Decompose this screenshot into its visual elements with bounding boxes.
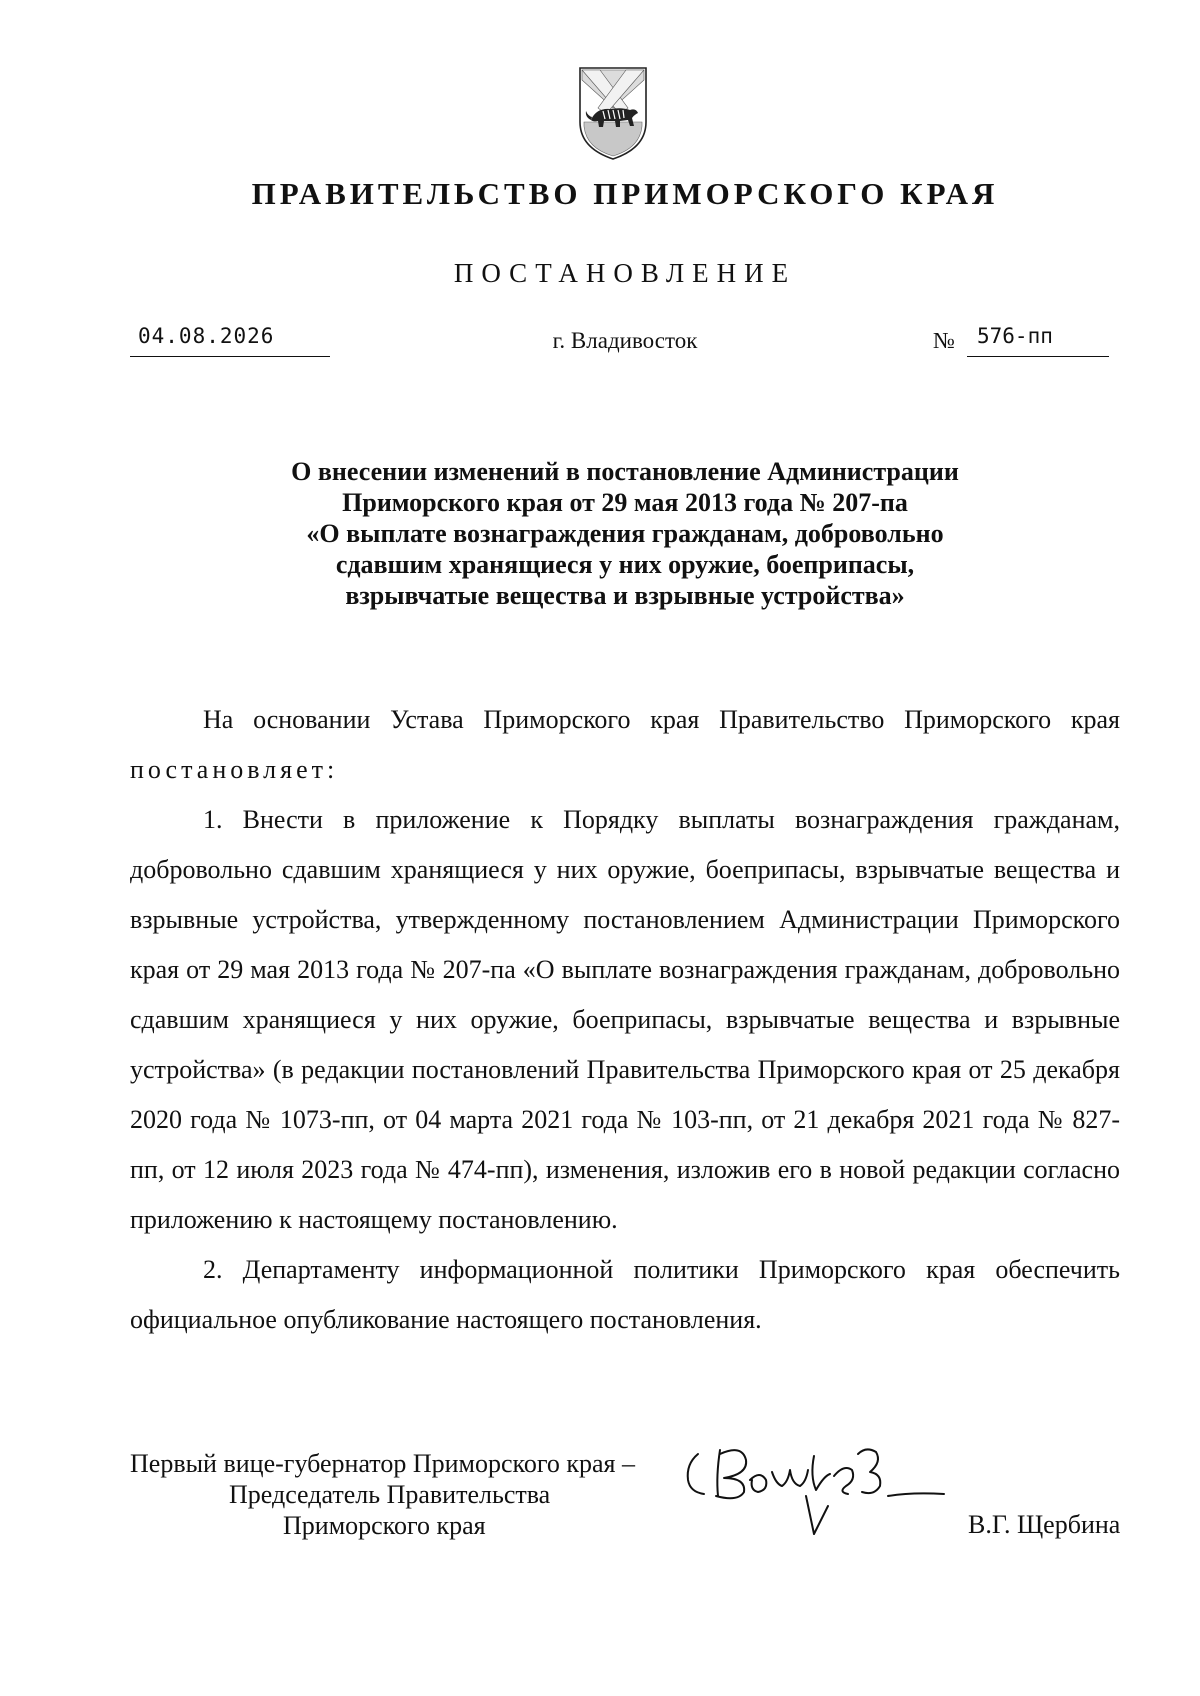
number-sign: № <box>933 328 955 353</box>
organization-title: ПРАВИТЕЛЬСТВО ПРИМОРСКОГО КРАЯ <box>251 176 999 211</box>
intro-paragraph <box>130 695 1120 795</box>
document-type: ПОСТАНОВЛЕНИЕ <box>453 258 797 288</box>
item-2-paragraph: 2. Департаменту информационной политики Приморского края обеспечить официальное опубликование настоящего постановления. <box>130 1255 1120 1334</box>
signatory-position <box>130 1448 635 1541</box>
title-line: сдавшим хранящиеся у них оружие, боеприпасы, <box>335 550 915 579</box>
title-line: «О выплате вознаграждения гражданам, добровольно <box>306 519 944 548</box>
document-number-field <box>933 324 1109 356</box>
title-line: взрывчатые вещества и взрывные устройства» <box>345 581 905 610</box>
handwritten-signature <box>676 1436 976 1552</box>
document-city: г. Владивосток <box>552 328 698 353</box>
document-number-line <box>967 324 1109 357</box>
title-line: Приморского края от 29 мая 2013 года № 207-па <box>342 488 908 517</box>
coat-of-arms-icon <box>576 64 650 162</box>
position-line: Первый вице-губернатор Приморского края – <box>130 1449 635 1478</box>
resolves-word: постановляет: <box>130 755 339 784</box>
document-title <box>0 456 1200 611</box>
title-line: О внесении изменений в постановление Администрации <box>291 457 959 486</box>
intro-text: На основании Устава Приморского края Правительство Приморского края <box>203 705 1120 734</box>
document-number: 576-пп <box>977 324 1053 348</box>
item-1-paragraph: 1. Внести в приложение к Порядку выплаты вознаграждения гражданам, добровольно сдавшим хранящиеся у них оружие, боеприпасы, взрывчатые вещества и взрывные устройства, утвержденному постановлением Администрации Приморского края от 29 мая 2013 года № 207-па «О выплате вознаграждения гражданам, добровольно сдавшим хранящиеся у них оружие, боеприпасы, взрывчатые вещества и взрывные устройства» (в редакции постановлений Правительства Приморского края от 25 декабря 2020 года № 1073-пп, от 04 марта 2021 года № 103-пп, от 21 декабря 2021 года № 827-пп, от 12 июля 2023 года № 474-пп), изменения, изложив его в новой редакции согласно приложению к настоящему постановлению. <box>130 805 1120 1234</box>
position-line: Приморского края <box>283 1511 486 1540</box>
document-body <box>130 695 1120 1345</box>
signatory-name: В.Г. Щербина <box>968 1510 1121 1539</box>
document-date: 04.08.2026 <box>138 324 275 348</box>
position-line: Председатель Правительства <box>229 1480 551 1509</box>
